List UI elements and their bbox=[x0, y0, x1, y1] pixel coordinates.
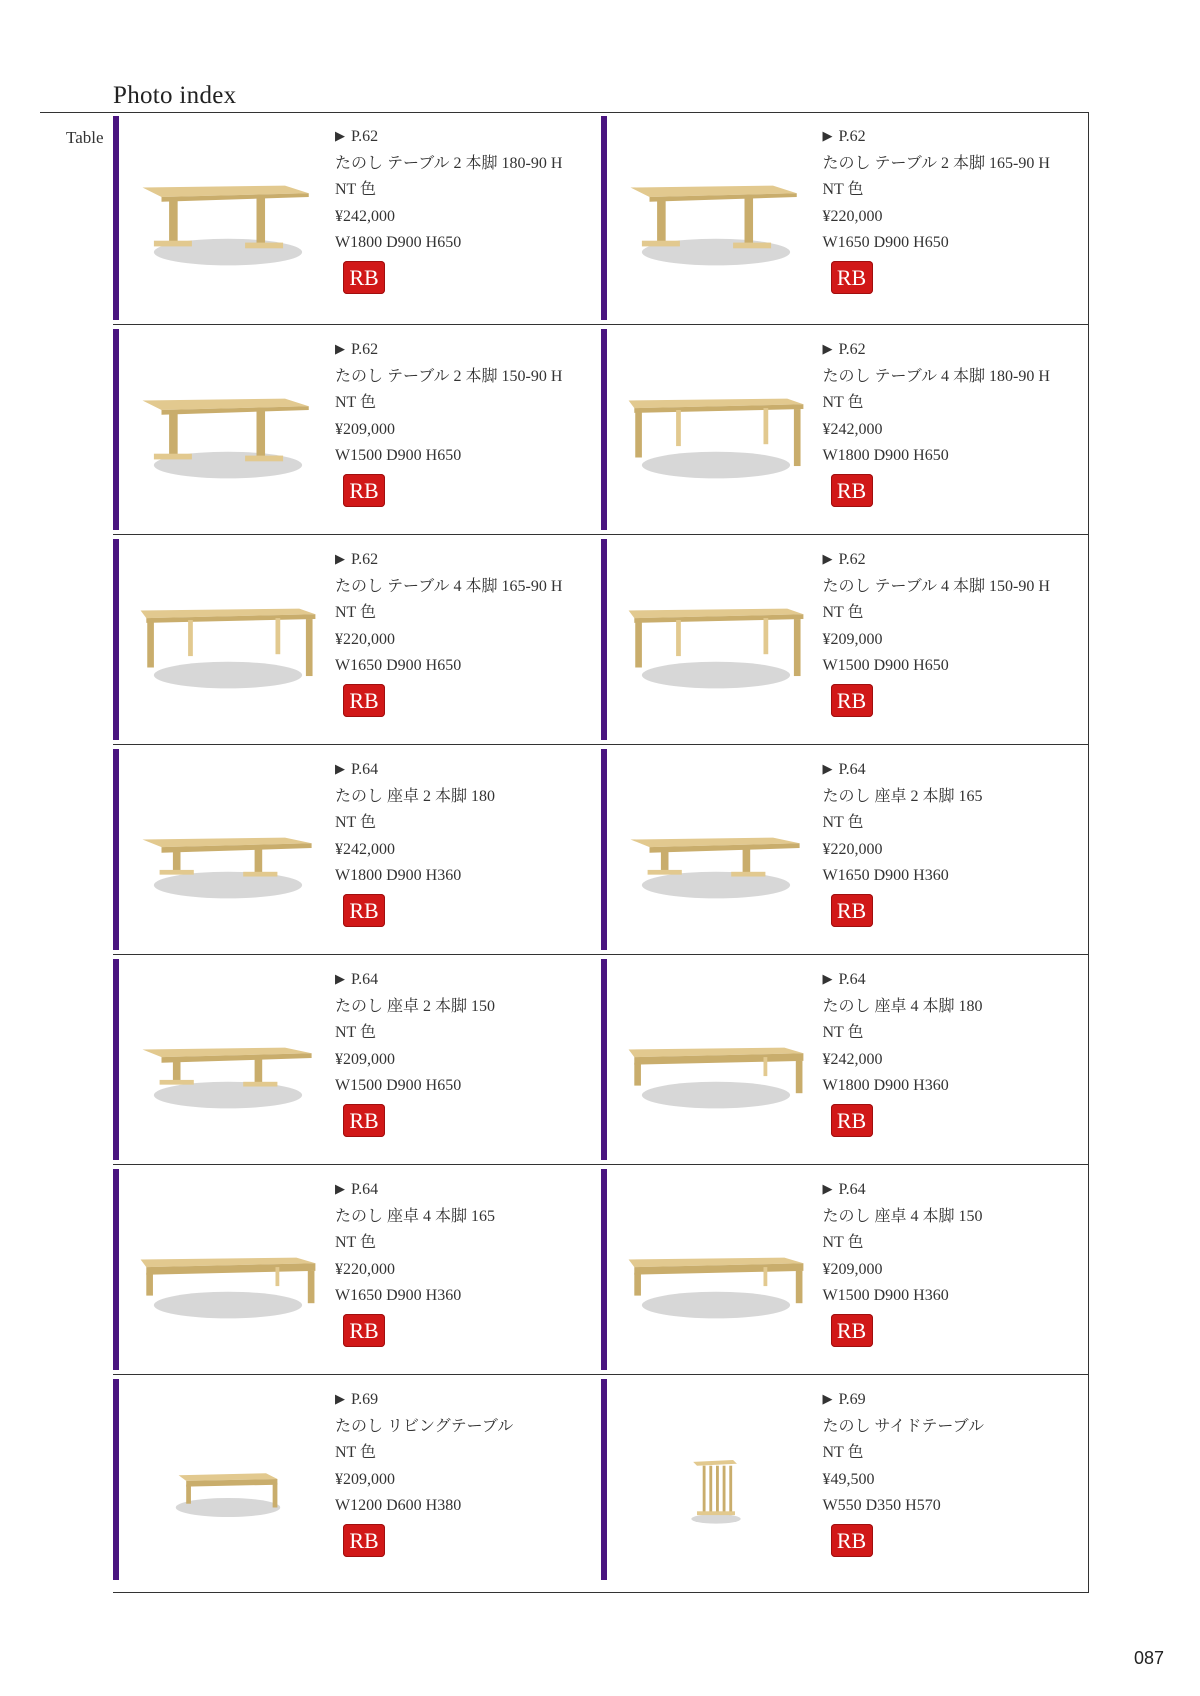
product-card[interactable] bbox=[113, 329, 601, 530]
rb-badge: RB bbox=[831, 261, 873, 294]
product-row bbox=[113, 1164, 1088, 1374]
product-photo bbox=[133, 146, 323, 286]
product-price: ¥242,000 bbox=[335, 207, 395, 225]
play-triangle-icon: ▶ bbox=[822, 1392, 833, 1407]
product-price: ¥242,000 bbox=[822, 1050, 883, 1068]
product-card[interactable] bbox=[601, 1379, 1089, 1580]
page-ref-label: P.62 bbox=[838, 128, 866, 145]
play-triangle-icon: ▶ bbox=[335, 552, 345, 567]
product-price: ¥209,000 bbox=[335, 1470, 395, 1488]
product-price: ¥209,000 bbox=[822, 630, 883, 648]
product-card[interactable] bbox=[113, 1379, 601, 1580]
page-reference[interactable] bbox=[823, 757, 983, 784]
table-shadow bbox=[641, 1292, 789, 1319]
product-size: W1800 D900 H650 bbox=[335, 234, 462, 251]
rb-badge: RB bbox=[343, 474, 385, 507]
product-row bbox=[113, 954, 1088, 1164]
product-photo bbox=[621, 569, 811, 709]
page-reference[interactable] bbox=[823, 337, 1050, 364]
product-color: NT 色 bbox=[822, 604, 864, 621]
product-photo bbox=[621, 779, 811, 919]
page-reference[interactable] bbox=[823, 124, 1050, 151]
product-name: たのし テーブル 4 本脚 180-90 H bbox=[822, 367, 1050, 385]
page-ref-label: P.69 bbox=[838, 1391, 866, 1408]
rb-badge: RB bbox=[831, 1524, 873, 1557]
rb-badge: RB bbox=[343, 684, 385, 717]
product-card[interactable] bbox=[113, 116, 601, 320]
product-card[interactable] bbox=[601, 116, 1089, 320]
play-triangle-icon: ▶ bbox=[335, 129, 345, 144]
table-shadow bbox=[176, 1498, 281, 1517]
product-card[interactable] bbox=[601, 329, 1089, 530]
product-photo bbox=[621, 146, 811, 286]
page-ref-label: P.62 bbox=[838, 341, 866, 358]
product-size: W1500 D900 H650 bbox=[335, 1077, 462, 1094]
product-color: NT 色 bbox=[335, 181, 377, 198]
product-size: W1500 D900 H650 bbox=[822, 657, 949, 674]
page-ref-label: P.62 bbox=[838, 551, 866, 568]
product-color: NT 色 bbox=[822, 1234, 864, 1251]
product-price: ¥220,000 bbox=[822, 840, 883, 858]
product-card[interactable] bbox=[601, 749, 1089, 950]
product-photo bbox=[133, 1199, 323, 1339]
product-size: W1800 D900 H360 bbox=[822, 1077, 949, 1094]
product-info bbox=[335, 1387, 513, 1557]
page-ref-label: P.69 bbox=[351, 1391, 379, 1408]
product-info bbox=[823, 124, 1050, 294]
product-info bbox=[335, 1177, 495, 1347]
product-photo bbox=[133, 569, 323, 709]
rb-badge: RB bbox=[343, 1314, 385, 1347]
product-price: ¥220,000 bbox=[335, 1260, 395, 1278]
table-shadow bbox=[154, 872, 302, 899]
product-size: W1500 D900 H360 bbox=[822, 1287, 949, 1304]
page-reference[interactable] bbox=[823, 1387, 984, 1414]
rb-badge: RB bbox=[343, 894, 385, 927]
product-photo bbox=[133, 779, 323, 919]
product-color: NT 色 bbox=[335, 604, 377, 621]
product-size: W1200 D600 H380 bbox=[335, 1497, 462, 1514]
product-price: ¥209,000 bbox=[822, 1260, 883, 1278]
product-info bbox=[823, 757, 983, 927]
product-color: NT 色 bbox=[335, 1444, 377, 1461]
table-shadow bbox=[641, 872, 789, 899]
section-label: Table bbox=[66, 128, 104, 147]
product-grid bbox=[113, 112, 1089, 1593]
product-photo bbox=[621, 359, 811, 499]
product-size: W1650 D900 H650 bbox=[335, 657, 462, 674]
product-name: たのし 座卓 4 本脚 180 bbox=[822, 997, 983, 1015]
product-name: たのし リビングテーブル bbox=[335, 1417, 514, 1435]
table-shadow bbox=[154, 662, 302, 689]
product-size: W550 D350 H570 bbox=[822, 1497, 941, 1514]
product-card[interactable] bbox=[601, 1169, 1089, 1370]
product-name: たのし テーブル 2 本脚 180-90 H bbox=[335, 154, 563, 172]
page-reference[interactable] bbox=[335, 337, 562, 364]
rb-badge: RB bbox=[343, 1104, 385, 1137]
product-price: ¥209,000 bbox=[335, 1050, 395, 1068]
play-triangle-icon: ▶ bbox=[335, 1392, 345, 1407]
product-size: W1800 D900 H650 bbox=[822, 447, 949, 464]
product-price: ¥220,000 bbox=[335, 630, 395, 648]
product-color: NT 色 bbox=[335, 1024, 377, 1041]
page-number: 087 bbox=[1134, 1648, 1165, 1668]
play-triangle-icon: ▶ bbox=[822, 129, 833, 144]
page-reference[interactable] bbox=[823, 1177, 983, 1204]
product-name: たのし テーブル 2 本脚 165-90 H bbox=[822, 154, 1050, 172]
page-ref-label: P.64 bbox=[351, 1181, 379, 1198]
product-color: NT 色 bbox=[335, 394, 377, 411]
product-color: NT 色 bbox=[822, 394, 864, 411]
play-triangle-icon: ▶ bbox=[335, 762, 345, 777]
product-row bbox=[113, 324, 1088, 534]
product-photo bbox=[133, 1409, 323, 1549]
product-photo bbox=[621, 1199, 811, 1339]
page-ref-label: P.64 bbox=[351, 761, 379, 778]
product-card[interactable] bbox=[113, 539, 601, 740]
page-ref-label: P.62 bbox=[351, 128, 379, 145]
play-triangle-icon: ▶ bbox=[822, 1182, 833, 1197]
product-info bbox=[823, 337, 1050, 507]
product-price: ¥220,000 bbox=[822, 207, 883, 225]
page-reference[interactable] bbox=[335, 967, 495, 994]
product-name: たのし 座卓 2 本脚 180 bbox=[335, 787, 496, 805]
table-shadow bbox=[641, 662, 789, 689]
product-color: NT 色 bbox=[822, 1024, 864, 1041]
product-info bbox=[335, 124, 562, 294]
product-color: NT 色 bbox=[822, 814, 864, 831]
rb-badge: RB bbox=[831, 684, 873, 717]
page-ref-label: P.64 bbox=[838, 1181, 866, 1198]
rb-badge: RB bbox=[831, 894, 873, 927]
table-shadow bbox=[641, 452, 789, 479]
product-info bbox=[335, 547, 562, 717]
product-info bbox=[823, 547, 1050, 717]
page-reference[interactable] bbox=[823, 547, 1050, 574]
product-name: たのし サイドテーブル bbox=[822, 1417, 984, 1435]
product-info bbox=[335, 757, 495, 927]
product-photo bbox=[621, 989, 811, 1129]
product-size: W1500 D900 H650 bbox=[335, 447, 462, 464]
product-price: ¥49,500 bbox=[822, 1470, 875, 1488]
table-shadow bbox=[641, 1082, 789, 1109]
product-info bbox=[823, 967, 983, 1137]
product-name: たのし 座卓 2 本脚 165 bbox=[822, 787, 983, 805]
product-name: たのし テーブル 4 本脚 165-90 H bbox=[335, 577, 563, 595]
rb-badge: RB bbox=[831, 1104, 873, 1137]
product-info bbox=[335, 337, 562, 507]
product-size: W1800 D900 H360 bbox=[335, 867, 462, 884]
page-title: Photo index bbox=[113, 82, 237, 109]
rb-badge: RB bbox=[343, 1524, 385, 1557]
page-ref-label: P.64 bbox=[838, 971, 866, 988]
product-name: たのし テーブル 2 本脚 150-90 H bbox=[335, 367, 563, 385]
play-triangle-icon: ▶ bbox=[335, 342, 345, 357]
page-ref-label: P.62 bbox=[351, 341, 379, 358]
product-color: NT 色 bbox=[335, 1234, 377, 1251]
product-card[interactable] bbox=[601, 539, 1089, 740]
product-row bbox=[113, 112, 1088, 324]
product-size: W1650 D900 H360 bbox=[335, 1287, 462, 1304]
product-row bbox=[113, 1374, 1088, 1584]
product-row bbox=[113, 744, 1088, 954]
product-color: NT 色 bbox=[822, 1444, 864, 1461]
rb-badge: RB bbox=[831, 474, 873, 507]
table-shadow bbox=[154, 1292, 302, 1319]
product-photo bbox=[133, 989, 323, 1129]
play-triangle-icon: ▶ bbox=[822, 342, 833, 357]
product-price: ¥209,000 bbox=[335, 420, 395, 438]
play-triangle-icon: ▶ bbox=[822, 762, 833, 777]
product-name: たのし 座卓 4 本脚 165 bbox=[335, 1207, 496, 1225]
product-color: NT 色 bbox=[822, 181, 864, 198]
page-reference[interactable] bbox=[335, 124, 562, 151]
rb-badge: RB bbox=[343, 261, 385, 294]
page-reference[interactable] bbox=[335, 757, 495, 784]
product-card[interactable] bbox=[113, 959, 601, 1160]
product-name: たのし 座卓 4 本脚 150 bbox=[822, 1207, 983, 1225]
product-card[interactable] bbox=[113, 1169, 601, 1370]
product-info bbox=[335, 967, 495, 1137]
product-name: たのし テーブル 4 本脚 150-90 H bbox=[822, 577, 1050, 595]
product-color: NT 色 bbox=[335, 814, 377, 831]
page-ref-label: P.64 bbox=[838, 761, 866, 778]
page-reference[interactable] bbox=[335, 1177, 495, 1204]
product-info bbox=[823, 1177, 983, 1347]
rb-badge: RB bbox=[831, 1314, 873, 1347]
play-triangle-icon: ▶ bbox=[335, 1182, 345, 1197]
product-row bbox=[113, 534, 1088, 744]
page-reference[interactable] bbox=[823, 967, 983, 994]
play-triangle-icon: ▶ bbox=[822, 972, 833, 987]
page-reference[interactable] bbox=[335, 1387, 513, 1414]
product-name: たのし 座卓 2 本脚 150 bbox=[335, 997, 496, 1015]
product-card[interactable] bbox=[113, 749, 601, 950]
table-shadow bbox=[691, 1514, 740, 1524]
page-ref-label: P.62 bbox=[351, 551, 379, 568]
product-photo bbox=[621, 1409, 811, 1549]
product-price: ¥242,000 bbox=[335, 840, 395, 858]
page-ref-label: P.64 bbox=[351, 971, 379, 988]
play-triangle-icon: ▶ bbox=[335, 972, 345, 987]
table-shadow bbox=[154, 1082, 302, 1109]
page-reference[interactable] bbox=[335, 547, 562, 574]
product-photo bbox=[133, 359, 323, 499]
product-size: W1650 D900 H650 bbox=[822, 234, 949, 251]
play-triangle-icon: ▶ bbox=[822, 552, 833, 567]
product-info bbox=[823, 1387, 984, 1557]
product-size: W1650 D900 H360 bbox=[822, 867, 949, 884]
product-price: ¥242,000 bbox=[822, 420, 883, 438]
product-card[interactable] bbox=[601, 959, 1089, 1160]
